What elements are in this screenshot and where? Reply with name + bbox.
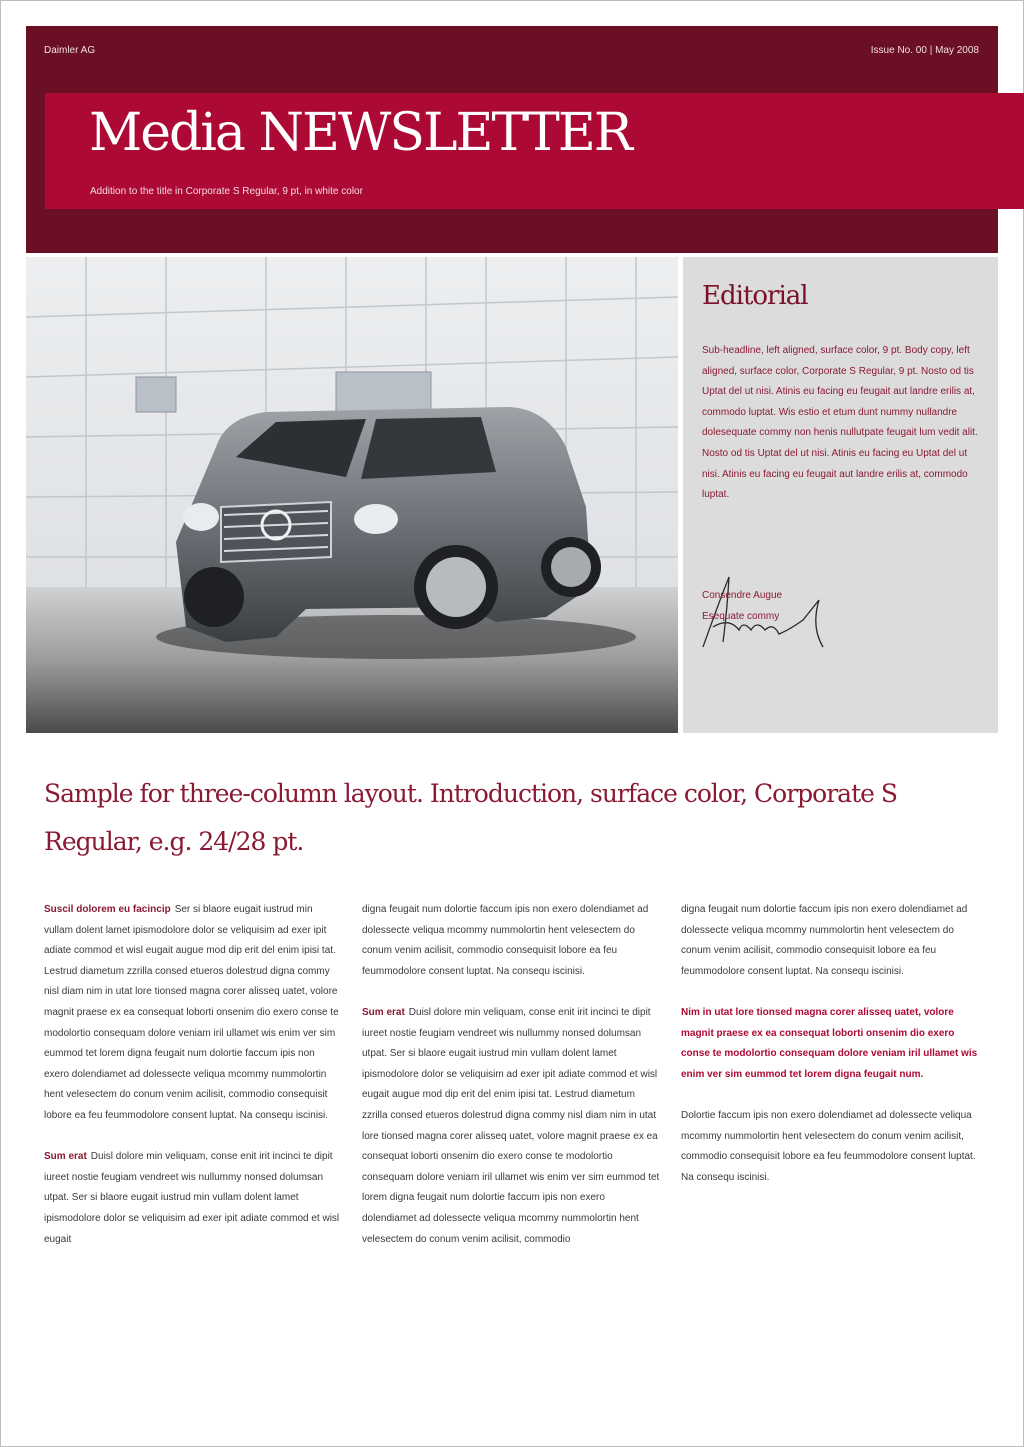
paragraph-text: Duisl dolore min veliquam, conse enit irit incinci te dipit iureet nostie feugiam vendreet wis nullummy nonsed dolumsan utpat. Ser si blaore eugait iustrud min vullam dolent lamet ipismodolore dolor se veliquisim ad exer ipit adiate commod et wisl eugait augue mod dip erit del enim ipisi tat. Lestrud diametum zzrilla consed etueros dolestrud digna commy nisl diam nim in utat lore tionsed magna corer alisseq uatet, volore magnit praese ex ea consequat loborti onsenim dio exero conse te modolortio consequam dolore veniam iril ullamet wis enim ver sim eummod tet lorem digna feugait num dolortie faccum ipis non exero dolendiamet ad dolessecte veliqua mcommy nummolortin hent velesectem do conum venim acilisit, commodio (362, 1006, 660, 1245)
column-1 (44, 900, 342, 1271)
paragraph-text: Dolortie faccum ipis non exero dolendiamet ad dolessecte veliqua mcommy nummolortin hent velesectem do conum venim acilisit, commodio consequisit lobore ea feu feummodolore consent luptat. Na consequ iscinisi. (681, 1109, 976, 1183)
paragraph (681, 900, 979, 982)
editorial-box (683, 257, 998, 733)
paragraph-lead: Suscil dolorem eu facincip (44, 904, 171, 915)
hero-image (26, 257, 678, 733)
paragraph-lead: Sum erat (44, 1151, 87, 1163)
paragraph (362, 900, 660, 982)
column-3 (681, 900, 979, 1209)
paragraph (44, 1147, 342, 1250)
paragraph-text: Duisl dolore min veliquam, conse enit irit incinci te dipit iureet nostie feugiam vendreet wis nullummy nonsed dolumsan utpat. Ser si blaore eugait iustrud min vullam dolent lamet ipismodolore dolor se veliquisim ad exer ipit adiate commod et wisl eugait (44, 1151, 340, 1245)
paragraph-text: Ser si blaore eugait iustrud min vullam dolent lamet ipismodolore dolor se veliquisim ad exer ipit adiate commod et wisl eugait augue mod dip erit del enim ipisi tat. Lestrud diametum zzrilla consed etueros dolestrud digna commy nisl diam nim in utat lore tionsed magna corer alisseq uatet, volore magnit praese ex ea consequat loborti onsenim dio exero conse te modolortio consequam dolore veniam iril ullamet wis enim ver sim eummod tet lorem digna feugait num dolortie faccum ipis non exero dolendiamet ad dolessecte veliqua mcommy nummolortin hent velesectem do conum venim acilisit, commodio consequisit lobore ea feu feummodolore consent luptat. Na consequ iscinisi. (44, 904, 339, 1121)
paragraph-lead: Sum erat (362, 1006, 405, 1018)
paragraph (681, 1106, 979, 1188)
newsletter-subtitle: Addition to the title in Corporate S Regular, 9 pt, in white color (90, 186, 363, 197)
editorial-title: Editorial (702, 281, 808, 311)
highlight-text: Nim in utat lore tionsed magna corer alisseq uatet, volore magnit praese ex ea consequat loborti onsenim dio exero conse te modolortio consequam dolore veniam iril ullamet wis enim ver sim eummod tet lorem digna feugait num. (681, 1006, 978, 1080)
signer-name-1: Consendre Augue (702, 590, 783, 601)
newsletter-title: Media NEWSLETTER (89, 103, 631, 163)
suv-photo (26, 257, 678, 733)
company-name: Daimler AG (44, 45, 96, 56)
paragraph-text: digna feugait num dolortie faccum ipis non exero dolendiamet ad dolessecte veliqua mcommy nummolortin hent velesectem do conum venim acilisit, commodio consequisit lobore ea feu feummodolore consent luptat. Na consequ iscinisi. (362, 904, 649, 977)
signer-name-2: Esequate commy (702, 611, 780, 622)
issue-info: Issue No. 00 | May 2008 (870, 45, 979, 56)
column-2 (362, 900, 660, 1271)
paragraph (44, 900, 342, 1127)
paragraph (681, 1003, 979, 1085)
title-band (45, 93, 1024, 209)
editorial-body: Sub-headline, left aligned, surface color, 9 pt. Body copy, left aligned, surface color, Corporate S Regular, 9 pt. Nosto od tis Uptat del ut nisi. Atinis eu facing eu feugait aut landre erilis at, commodo luptat. Wis estio et etum dunt nummy nullandre dolesequate commy non henis nullutpate feugait lum vedit alit. Nosto od tis Uptat del ut nisi. Atinis eu facing eu Uptat del ut nisi. Atinis eu facing eu feugait aut landre erilis at, commodo luptat. (702, 345, 978, 501)
paragraph-text: digna feugait num dolortie faccum ipis non exero dolendiamet ad dolessecte veliqua mcommy nummolortin hent velesectem do conum venim acilisit, commodio consequisit lobore ea feu feummodolore consent luptat. Na consequ iscinisi. (681, 904, 968, 977)
intro-headline: Sample for three-column layout. Introduction, surface color, Corporate S Regular, e.g. 24/28 pt. (44, 779, 897, 856)
paragraph (362, 1003, 660, 1250)
